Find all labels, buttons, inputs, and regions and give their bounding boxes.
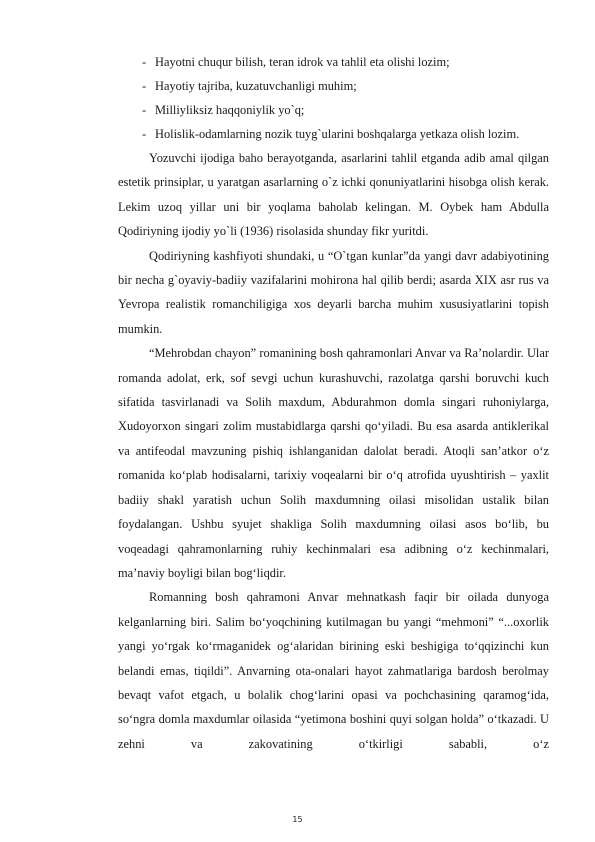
list-item: [118, 98, 549, 122]
list-dash: -: [142, 79, 147, 93]
paragraph: “Mehrobdan chayon” romanining bosh qahramonlari Anvar va Ra’nolardir. Ular romanda adolat, erk, sof sevgi uchun kurashuvchi, razolatga qarshi boruvchi kuch sifatida tasvirlanadi va Solih maxdum, Abdurahmon domla singari ruhoniylarga, Xudoyorxon singari zolim mustabidlarga qarshi qo‘yiladi. Bu esa asarda antiklerikal va antifeodal mavzuning pishiq ishlanganidan dalolat beradi. Atoqli san’atkor o‘z romanida ko‘plab hodisalarni, tarixiy voqealarni bir o‘q atrofida uyushtirish – yaxlit badiiy shakl yaratish uchun Solih maxdumning oilasi misolidan ustalik bilan foydalangan. Ushbu syujet shakliga Solih maxdumning oilasi asos bo‘lib, bu voqeadagi qahramonlarning ruhiy kechinmalari esa adibning o‘z kechinmalari, ma’naviy boyligi bilan bog‘liqdir.: [118, 346, 549, 580]
list-item: [118, 74, 549, 98]
page-number: 15: [292, 815, 303, 824]
list-dash: -: [142, 55, 147, 69]
list-item: [118, 50, 549, 74]
document-body: [118, 50, 549, 756]
list-item-text: Milliyliksiz haqqoniylik yo`q;: [155, 103, 305, 117]
list-item: [118, 122, 549, 146]
list-item-text: Holislik-odamlarning nozik tuyg`ularini boshqalarga yetkaza olish lozim.: [155, 127, 520, 141]
paragraph: Qodiriyning kashfiyoti shundaki, u “O`tgan kunlar”da yangi davr adabiyotining bir necha g`oyaviy-badiiy vazifalarini mohirona hal qilib berdi; asarda XIX asr rus va Yevropa realistik romanchiligiga xos deyarli barcha muhim xususiyatlarini topish mumkin.: [118, 248, 549, 336]
paragraph: Yozuvchi ijodiga baho berayotganda, asarlarini tahlil etganda adib amal qilgan estetik prinsiplar, u yaratgan asarlarning o`z ichki qonuniyatlarini hisobga olish kerak. Lekim uzoq yillar uni bir yoqlama baholab kelingan. M. Oybek ham Abdulla Qodiriyning ijodiy yo`li (1936) risolasida shunday fikr yuritdi.: [118, 151, 549, 239]
list-item-text: Hayotni chuqur bilish, teran idrok va tahlil eta olishi lozim;: [155, 55, 450, 69]
list-dash: -: [142, 103, 147, 117]
requirements-list: [118, 50, 549, 146]
list-item-text: Hayotiy tajriba, kuzatuvchanligi muhim;: [155, 79, 357, 93]
list-dash: -: [142, 127, 147, 141]
paragraph: Romanning bosh qahramoni Anvar mehnatkash faqir bir oilada dunyoga kelganlarning biri. Salim bo‘yoqchining kutilmagan bu yangi “mehmoni” “...oxorlik yangi yo‘rgak ko‘rmaganidek og‘alaridan birining eski beshigiga to‘qqizinchi kun belandi emas, tiqildi”. Anvarning ota-onalari hayot zahmatlariga bardosh berolmay bevaqt vafot etgach, u bolalik chog‘larini opasi va pochchasining qaramog‘ida, so‘ngra domla maxdumlar oilasida “yetimona boshini quyi solgan holda” o‘tkazadi. U zehni va zakovatining o‘tkirligi sababli, o‘z: [118, 590, 549, 751]
